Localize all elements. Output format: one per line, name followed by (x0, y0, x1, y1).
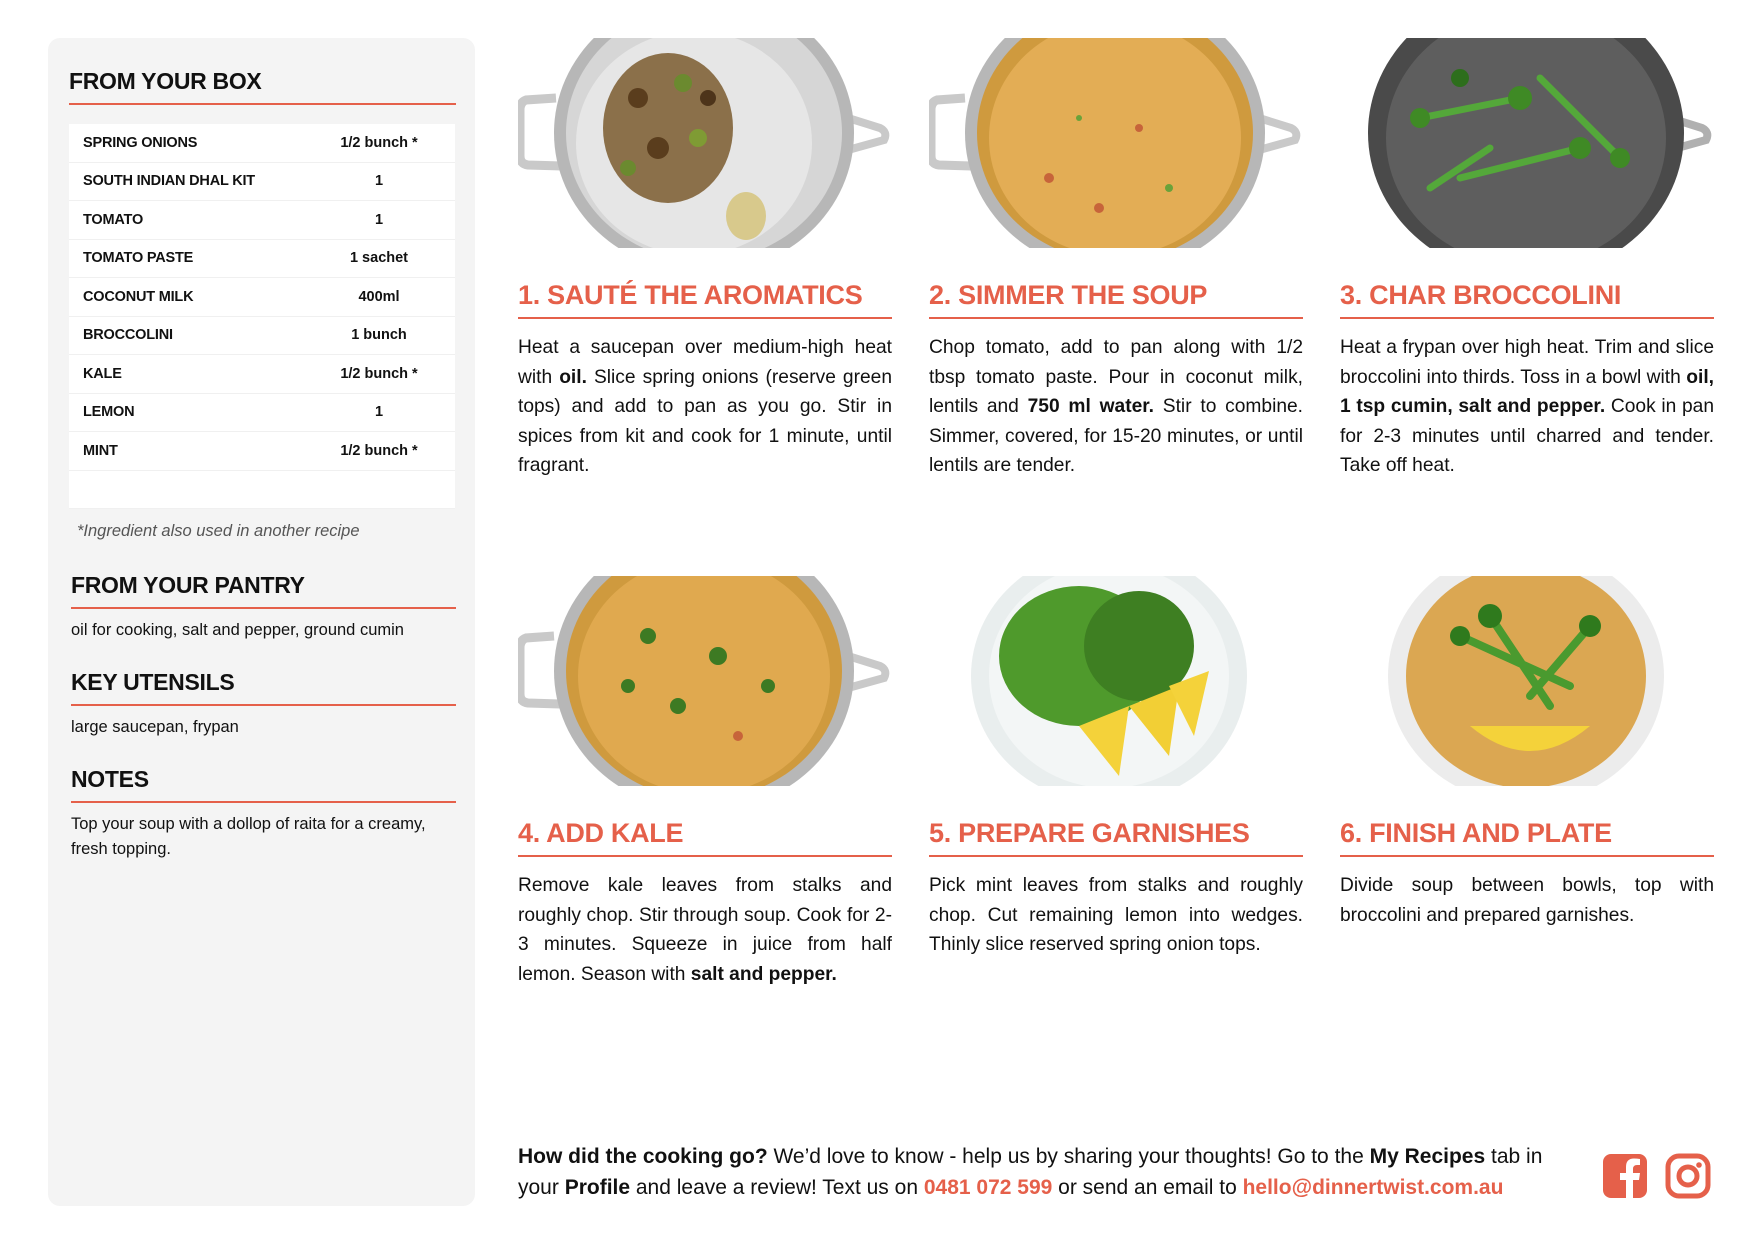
ingredient-row (69, 317, 455, 356)
utensils-text: large saucepan, frypan (71, 718, 239, 736)
email-link[interactable]: hello@dinnertwist.com.au (1242, 1176, 1504, 1199)
saucepan-sauteed-spices-photo (518, 38, 892, 248)
ingredient-qty: 1/2 bunch * (340, 134, 418, 151)
saucepan-soup-with-kale-photo (518, 576, 892, 786)
ingredient-row (69, 278, 455, 317)
instagram-icon[interactable] (1665, 1153, 1711, 1199)
step-instructions: Pick mint leaves from stalks and roughly chop. Cut remaining lemon into wedges. Thinly slice reserved spring onion tops. (929, 875, 1303, 955)
ingredient-qty: 1 (374, 173, 384, 190)
notes-heading: NOTES (71, 766, 456, 803)
ingredient-footnote: *Ingredient also used in another recipe (77, 522, 360, 540)
feedback-question: How did the cooking go? (518, 1145, 768, 1168)
ingredient-name: KALE (83, 365, 122, 382)
bowl-finished-dish-photo (1340, 576, 1714, 786)
step-instructions: Heat a saucepan over medium-high heat with oil. Slice spring onions (reserve green tops) and add to pan as you go. Stir in spices from kit and cook for 1 minute, until fragrant. (518, 337, 893, 476)
ingredient-name: SOUTH INDIAN DHAL KIT (83, 173, 255, 190)
ingredient-row (69, 124, 455, 163)
ingredient-qty: 1 bunch (351, 327, 407, 344)
step-title: 1. SAUTÉ THE AROMATICS (518, 280, 892, 319)
ingredients-sidebar (48, 38, 475, 1206)
profile-link[interactable]: Profile (564, 1176, 631, 1199)
step-instructions: Remove kale leaves from stalks and roughly chop. Stir through soup. Cook for 2-3 minutes. Squeeze in juice from half lemon. Season with salt and pepper. (518, 875, 892, 985)
ingredient-name: BROCCOLINI (83, 327, 173, 344)
ingredient-name: LEMON (83, 404, 135, 421)
ingredient-row (69, 394, 455, 433)
from-your-box-heading: FROM YOUR BOX (69, 68, 456, 105)
step-instructions: Divide soup between bowls, top with broccolini and prepared garnishes. (1340, 875, 1714, 926)
frypan-broccolini-photo (1340, 38, 1714, 248)
step-title: 4. ADD KALE (518, 818, 892, 857)
facebook-icon[interactable] (1602, 1153, 1648, 1199)
ingredient-qty: 1/2 bunch * (340, 442, 418, 459)
ingredient-name: SPRING ONIONS (83, 134, 198, 151)
ingredient-qty: 400ml (358, 288, 400, 305)
ingredient-qty: 1 (374, 211, 384, 228)
ingredient-row (69, 163, 455, 202)
step-instructions: Heat a frypan over high heat. Trim and slice broccolini into thirds. Toss in a bowl with oil, 1 tsp cumin, salt and pepper. Cook in pan for 2-3 minutes until charred and tender. Take off heat. (1340, 337, 1715, 476)
step-title: 2. SIMMER THE SOUP (929, 280, 1303, 319)
notes-text: Top your soup with a dollop of raita for a creamy, fresh topping. (71, 815, 426, 858)
ingredient-name: TOMATO (83, 211, 144, 228)
ingredient-row-empty (69, 471, 455, 509)
phone-link[interactable]: 0481 072 599 (923, 1176, 1053, 1199)
ingredient-row (69, 355, 455, 394)
my-recipes-link[interactable]: My Recipes (1369, 1145, 1486, 1168)
step-4 (518, 576, 892, 989)
ingredient-name: MINT (83, 442, 118, 459)
pantry-text: oil for cooking, salt and pepper, ground cumin (71, 621, 404, 639)
ingredient-qty: 1/2 bunch * (340, 365, 418, 382)
ingredient-row (69, 201, 455, 240)
ingredient-name: COCONUT MILK (83, 288, 194, 305)
step-title: 6. FINISH AND PLATE (1340, 818, 1714, 857)
ingredient-qty: 1 sachet (349, 250, 409, 267)
step-6 (1340, 576, 1714, 930)
ingredient-row (69, 432, 455, 471)
feedback-footer: How did the cooking go? We’d love to know - help us by sharing your thoughts! Go to the My Recipes tab in your Profile and leave a review! Text us on 0481 072 599 or send an email to hello@dinnertwist.com.au (518, 1145, 1543, 1199)
ingredient-qty: 1 (374, 404, 384, 421)
step-title: 3. CHAR BROCCOLINI (1340, 280, 1714, 319)
step-5 (929, 576, 1303, 960)
step-instructions: Chop tomato, add to pan along with 1/2 tbsp tomato paste. Pour in coconut milk, lentils and 750 ml water. Stir to combine. Simmer, covered, for 15-20 minutes, or until lentils are tender. (929, 337, 1303, 476)
ingredients-table (69, 124, 455, 509)
ingredient-row (69, 240, 455, 279)
ingredient-name: TOMATO PASTE (83, 250, 194, 267)
saucepan-simmering-soup-photo (929, 38, 1303, 248)
plate-garnishes-photo (929, 576, 1303, 786)
from-your-pantry-heading: FROM YOUR PANTRY (71, 572, 456, 609)
step-2 (929, 38, 1303, 481)
step-3 (1340, 38, 1714, 481)
step-1 (518, 38, 892, 481)
step-title: 5. PREPARE GARNISHES (929, 818, 1303, 857)
key-utensils-heading: KEY UTENSILS (71, 669, 456, 706)
